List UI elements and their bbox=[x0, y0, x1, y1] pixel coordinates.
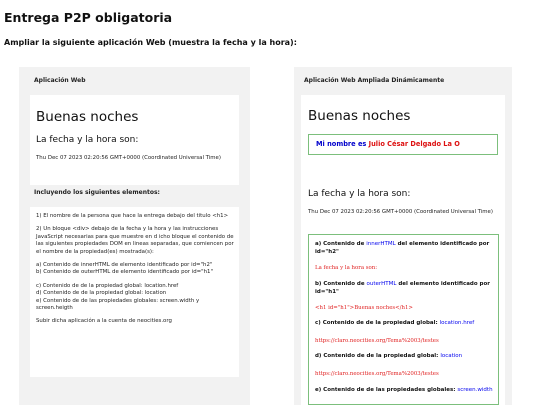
extended-app-panel bbox=[294, 67, 512, 405]
result-b-label: b) Contenido de outerHTML del elemento identificado por id="h1" bbox=[315, 281, 490, 295]
property-name: location bbox=[440, 353, 463, 359]
result-c-label: c) Contenido de de la propiedad global: location.href bbox=[315, 320, 475, 326]
datetime-text: Thu Dec 07 2023 02:20:56 GMT+0000 (Coordinated Universal Time) bbox=[308, 209, 493, 215]
requirement-paragraph: 2) Un bloque <div> debajo de la fecha y la hora y las instrucciones JavaScript necesarias para que muestre en d icho bloque el contenido de las siguientes propiedades DOM en lineas separadas, que comiencen por el nombre de la propiedad(es) mostrada(s): bbox=[36, 226, 234, 255]
result-a-value: La fecha y la hora son: bbox=[315, 265, 378, 271]
original-app-panel bbox=[19, 67, 250, 405]
requirement-paragraph: Subir dicha aplicación a la cuenta de neocities.org bbox=[36, 318, 172, 325]
page-subtitle: Ampliar la siguiente aplicación Web (muestra la fecha y la hora): bbox=[4, 38, 297, 47]
datetime-text: Thu Dec 07 2023 02:20:56 GMT+0000 (Coordinated Universal Time) bbox=[36, 155, 221, 161]
app-card bbox=[30, 95, 239, 185]
requirements-card bbox=[30, 207, 239, 377]
name-prefix: Mi nombre es bbox=[316, 140, 367, 148]
app-card bbox=[301, 95, 505, 405]
author-name-line bbox=[316, 140, 460, 148]
result-a-label: a) Contenido de innerHTML del elemento identificado por id="h2" bbox=[315, 241, 490, 255]
property-name: screen.width bbox=[457, 387, 493, 393]
result-d-value: https://claro.neocities.org/Tema%2003/testes bbox=[315, 371, 439, 377]
page-title: Entrega P2P obligatoria bbox=[4, 10, 173, 25]
result-e-label: e) Contenido de de las propiedades globales: screen.width bbox=[315, 387, 493, 393]
property-name: innerHTML bbox=[366, 241, 396, 247]
result-b-value: <h1 id="h1">Buenas noches</h1> bbox=[315, 305, 413, 311]
requirement-paragraph: c) Contenido de de la propiedad global: location.href d) Contenido de de la propiedad global: location e) Contenido de de las propiedades globales: screen.width y screen.heigth bbox=[36, 282, 200, 312]
greeting-heading: Buenas noches bbox=[308, 108, 411, 124]
panel-caption: Aplicación Web Ampliada Dinámicamente bbox=[304, 77, 445, 84]
result-c-value: https://claro.neocities.org/Tema%2003/testes bbox=[315, 338, 439, 344]
dom-properties-box bbox=[308, 234, 499, 405]
panel-caption: Aplicación Web bbox=[34, 77, 86, 84]
result-d-label: d) Contenido de de la propiedad global: location bbox=[315, 353, 463, 359]
author-name-box bbox=[308, 134, 498, 155]
elements-heading: Incluyendo los siguientes elementos: bbox=[34, 189, 160, 196]
greeting-heading: Buenas noches bbox=[36, 109, 139, 125]
requirement-paragraph: a) Contenido de innerHTML de elemento identificado por id="h2" b) Contenido de outerHTML de elemento identificado por id="h1" bbox=[36, 262, 213, 276]
property-name: outerHTML bbox=[366, 281, 397, 287]
requirement-paragraph: 1) El nombre de la persona que hace la entrega debajo del titulo <h1> bbox=[36, 213, 229, 219]
datetime-heading: La fecha y la hora son: bbox=[308, 189, 411, 199]
datetime-heading: La fecha y la hora son: bbox=[36, 135, 139, 145]
author-name: Julio César Delgado La O bbox=[368, 140, 460, 148]
property-name: location.href bbox=[439, 320, 475, 326]
